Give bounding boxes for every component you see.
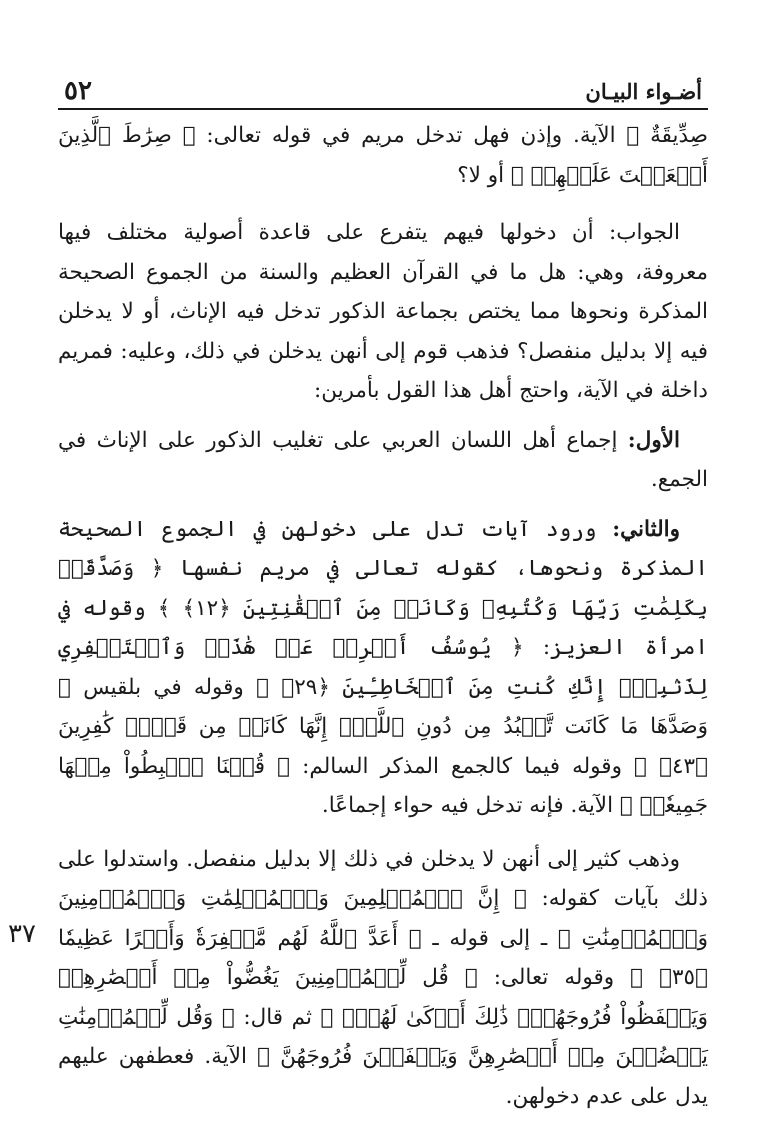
page-header xyxy=(58,70,708,110)
running-title: أضـواء البيـان xyxy=(585,79,702,104)
first-text: إجماع أهل اللسان العربي على تغليب الذكور على الإناث في الجمع. xyxy=(58,427,708,492)
book-page xyxy=(58,70,708,1116)
paragraph-first-argument xyxy=(58,421,708,500)
paragraph-second-argument xyxy=(58,510,708,826)
paragraph-answer: الجواب: أن دخولها فيهم يتفرع على قاعدة أصولية مختلف فيها معروفة، وهي: هل ما في القرآن العظيم والسنة من الجموع الصحيحة المذكرة ونحوها مما يختص بجماعة الذكور تدخل فيه الإناث، أو لا يدخلن فيه إلا بدليل منفصل؟ فذهب قوم إلى أنهن يدخلن في ذلك، وعليه: فمريم داخلة في الآية، واحتج أهل هذا القول بأمرين: xyxy=(58,220,708,403)
second-label: والثاني: xyxy=(612,516,680,542)
paragraph-opposing-view: وذهب كثير إلى أنهن لا يدخلن في ذلك إلا بدليل منفصل. واستدلوا على ذلك بآيات كقوله: ﴿ إِنَّ ٱلۡمُسۡلِمِينَ وَٱلۡمُسۡلِمَٰتِ وَٱلۡمُؤۡمِنِينَ وَٱلۡمُؤۡمِنَٰتِ ﴾ ـ إلى قوله ـ ﴿ أَعَدَّ ٱللَّهُ لَهُم مَّغۡفِرَةٗ وَأَجۡرًا عَظِيمٗا ﴿٣٥﴾ ﴾ وقوله تعالى: ﴿ قُل لِّلۡمُؤۡمِنِينَ يَغُضُّواْ مِنۡ أَبۡصَٰرِهِمۡ وَيَحۡفَظُواْ فُرُوجَهُمۡۚ ذَٰلِكَ أَزۡكَىٰ لَهُمۡۚ ﴾ ثم قال: ﴿ وَقُل لِّلۡمُؤۡمِنَٰتِ يَغۡضُضۡنَ مِنۡ أَبۡصَٰرِهِنَّ وَيَحۡفَظۡنَ فُرُوجَهُنَّ ﴾ الآية. فعطفهن عليهم يدل على عدم دخولهن. xyxy=(58,846,708,1109)
page-body xyxy=(58,110,708,1116)
second-text: ورود آيات تدل على دخولهن في الجموع الصحيحة المذكرة ونحوها، كقوله تعالى في مريم نفسها ﴿ وَصَدَّقَتۡ بِكَلِمَٰتِ رَبِّهَا وَكُتُبِهِۦ وَكَانَتۡ مِنَ ٱلۡقَٰنِتِينَ ﴿١٢﴾ ﴾ وقوله في امرأة العزيز: ﴿ يُوسُفُ أَعۡرِضۡ عَنۡ هَٰذَاۚ وَٱسۡتَغۡفِرِي لِذَنۢبِكِۖ إِنَّكِ كُنتِ مِنَ ٱلۡخَاطِـِٔينَ ﴿٢٩﴾ ﴾ وقوله في بلقيس ﴿ وَصَدَّهَا مَا كَانَت تَّعۡبُدُ مِن دُونِ ٱللَّهِۖ إِنَّهَا كَانَتۡ مِن قَوۡمٖ كَٰفِرِينَ ﴿٤٣﴾ ﴾ وقوله فيما كالجمع المذكر السالم: ﴿ قُلۡنَا ٱهۡبِطُواْ مِنۡهَا جَمِيعٗاۖ ﴾ الآية. فإنه تدخل فيه حواء إجماعًا. xyxy=(58,516,709,818)
paragraph-1: صِدِّيقَةٌ ﴾ الآية. وإذن فهل تدخل مريم في قوله تعالى: ﴿ صِرَٰطَ ٱلَّذِينَ أَنۡعَمۡتَ عَلَيۡهِمۡ ﴾ أو لا؟ xyxy=(58,123,708,188)
page-number: ٥٢ xyxy=(64,76,92,106)
first-label: الأول: xyxy=(627,427,680,453)
margin-page-reference: ٣٧ xyxy=(8,919,36,949)
